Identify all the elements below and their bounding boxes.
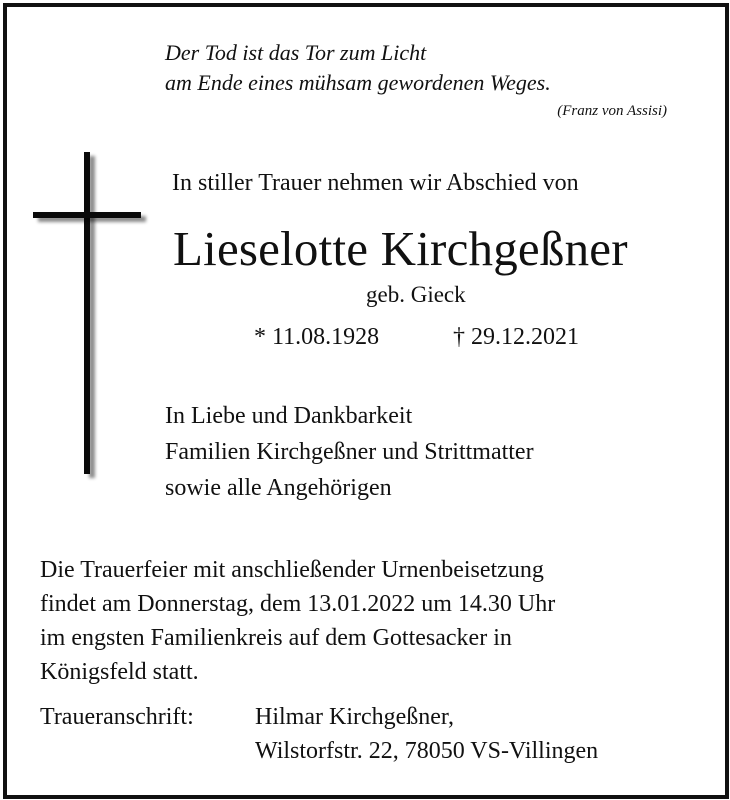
ceremony-line-4: Königsfeld statt. bbox=[40, 659, 199, 685]
quote-line-1: Der Tod ist das Tor zum Licht bbox=[165, 40, 427, 65]
ceremony-line-1: Die Trauerfeier mit anschließender Urnenbeisetzung bbox=[40, 557, 544, 583]
ceremony-line-2: findet am Donnerstag, dem 13.01.2022 um 14.30 Uhr bbox=[40, 591, 556, 617]
mourners-line-1: In Liebe und Dankbarkeit bbox=[165, 403, 413, 429]
birth-date: * 11.08.1928 bbox=[254, 324, 380, 350]
birth-name: geb. Gieck bbox=[366, 282, 466, 307]
deceased-name: Lieselotte Kirchgeßner bbox=[173, 221, 628, 276]
address-label: Traueranschrift: bbox=[40, 704, 194, 730]
death-date: † 29.12.2021 bbox=[453, 324, 579, 350]
address-line-2: Wilstorfstr. 22, 78050 VS-Villingen bbox=[255, 738, 599, 764]
mourners-line-2: Familien Kirchgeßner und Strittmatter bbox=[165, 439, 534, 465]
mourners-line-3: sowie alle Angehörigen bbox=[165, 475, 392, 501]
address-line-1: Hilmar Kirchgeßner, bbox=[255, 704, 454, 730]
intro-line: In stiller Trauer nehmen wir Abschied von bbox=[172, 170, 579, 196]
quote-line-2: am Ende eines mühsam gewordenen Weges. bbox=[165, 70, 551, 95]
quote-author: (Franz von Assisi) bbox=[557, 103, 667, 119]
ceremony-line-3: im engsten Familienkreis auf dem Gottesacker in bbox=[40, 625, 512, 651]
